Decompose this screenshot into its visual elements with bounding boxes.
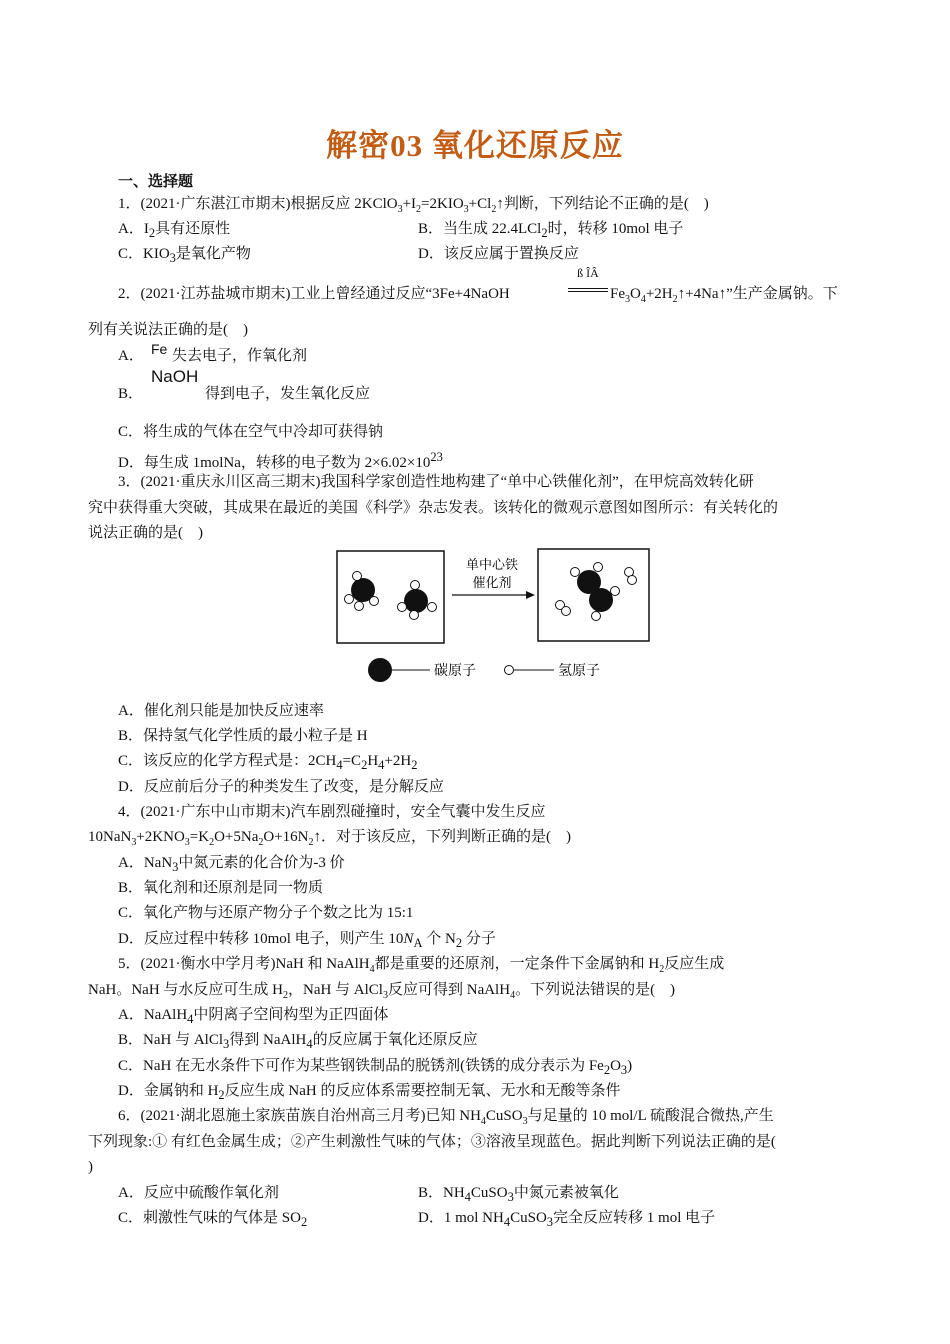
q6-option-b: B．$NH_4CuSO_3$中氮元素被氧化 <box>418 1185 619 1204</box>
q5-option-d: D．金属钠和 $H_2$反应生成 NaH 的反应体系需要控制无氧、无水和无酸等条件 <box>118 1083 621 1102</box>
q6-stem-line1: 6．(2021·湖北恩施土家族苗族自治州高三月考)已知 $NH_4CuSO_3$与足量的 10 mol/L 硫酸混合微热,产生 <box>118 1108 774 1127</box>
q2-stem-part1: 2．(2021·江苏盐城市期末)工业上曾经通过反应“3Fe+4NaOH <box>118 286 510 302</box>
q2-option-a-prefix: A． <box>118 348 144 364</box>
q6-stem-line3: ) <box>88 1159 93 1175</box>
q1-option-c: C．$KIO_3$是氧化产物 <box>118 246 251 265</box>
section-heading: 一、选择题 <box>118 174 194 190</box>
q1-option-b: B．当生成 22.4LCl$_2$时，转移 10mol 电子 <box>418 221 684 240</box>
q3-figure-legend-hydrogen-dot <box>505 666 514 675</box>
q2-stem-part3: 列有关说法正确的是( ) <box>88 322 248 338</box>
q3-option-b: B．保持氢气化学性质的最小粒子是 H <box>118 728 368 744</box>
q2-option-d: D．每生成 1molNa，转移的电子数为 $2\times 6.02\times 10^{23}$ <box>118 450 443 471</box>
q2-option-a-text: 失去电子，作氧化剂 <box>172 348 308 364</box>
q2-option-b-naoh: NaOH <box>151 367 199 386</box>
q3-figure-arrow-label-1: 单中心铁 <box>465 558 519 573</box>
q3-figure-legend-carbon-label: 碳原子 <box>434 663 476 679</box>
q4-stem-line2: $10NaN_3+2KNO_3=K_2O+5Na_2O+16N_2↑$．对于该反应，下列判断正确的是( ) <box>88 829 572 848</box>
q5-stem-line1: 5．(2021·衡水中学月考)NaH 和 NaAlH$_4$都是重要的还原剂，一定条件下金属钠和 $H_2$反应生成 <box>118 956 725 975</box>
q4-stem-line1: 4．(2021·广东中山市期末)汽车剧烈碰撞时，安全气囊中发生反应 <box>118 804 546 820</box>
q3-option-d: D．反应前后分子的种类发生了改变，是分解反应 <box>118 779 444 795</box>
q1-stem: 1．(2021·广东湛江市期末)根据反应 $2KClO_3+I_2=2KIO_3+Cl_2↑$判断，下列结论不正确的是( ) <box>118 196 709 215</box>
q5-option-a: A．NaAlH$_4$中阴离子空间构型为正四面体 <box>118 1007 389 1026</box>
q3-stem-line1: 3．(2021·重庆永川区高三期末)我国科学家创造性地构建了“单中心铁催化剂”，在甲烷高效转化研 <box>118 474 754 490</box>
q3-figure-arrowhead <box>526 591 535 599</box>
q2-option-c: C．将生成的气体在空气中冷却可获得钠 <box>118 424 384 440</box>
q4-option-a: A．NaN$_3$中氮元素的化合价为-3 价 <box>118 855 345 874</box>
q2-option-b-text: 得到电子，发生氧化反应 <box>205 386 371 402</box>
q4-option-c: C．氧化产物与还原产物分子个数之比为 15:1 <box>118 905 414 921</box>
q6-stem-line2: 下列现象:① 有红色金属生成；②产生刺激性气味的气体；③溶液呈现蓝色。据此判断下列说法正确的是( <box>88 1134 776 1150</box>
q1-option-d: D．该反应属于置换反应 <box>418 246 579 262</box>
q2-option-b-prefix: B． <box>118 386 144 402</box>
q3-stem-line2: 究中获得重大突破，其成果在最近的美国《科学》杂志发表。该转化的微观示意图如图所示：有关转化的 <box>88 500 779 516</box>
q2-reaction-condition-line <box>568 288 608 289</box>
q2-reaction-condition-line-2 <box>568 291 608 292</box>
q2-option-a <box>118 346 144 366</box>
q3-figure <box>330 545 670 690</box>
q1-option-a: A．$I_2$具有还原性 <box>118 221 231 240</box>
q3-figure-arrow-label-2: 催化剂 <box>472 576 512 591</box>
q6-option-a: A．反应中硫酸作氧化剂 <box>118 1185 279 1201</box>
page-title: 解密03 氧化还原反应 <box>326 128 624 163</box>
q2-reaction-condition: ß ÎÂ <box>577 266 599 280</box>
q5-option-c: C．NaH 在无水条件下可作为某些钢铁制品的脱锈剂(铁锈的成分表示为 $Fe_2O_3$) <box>118 1058 633 1077</box>
q5-stem-line2: NaH。NaH 与水反应可生成 $H_2$，NaH 与 AlCl$_3$反应可得到 NaAlH$_4$。下列说法错误的是( ) <box>88 982 676 1001</box>
q2-option-a-fe: Fe <box>151 341 168 357</box>
q3-figure-legend-carbon-dot <box>368 658 392 682</box>
q6-option-c: C．刺激性气味的气体是 $SO_2$ <box>118 1210 308 1229</box>
q3-option-a: A．催化剂只能是加快反应速率 <box>118 703 324 719</box>
q4-option-b: B．氧化剂和还原剂是同一物质 <box>118 880 324 896</box>
q3-figure-legend-hydrogen-label: 氢原子 <box>558 663 600 679</box>
q2-stem-part2: $Fe_3O_4+2H_2↑+4Na↑$”生产金属钠。下 <box>610 286 838 305</box>
q4-option-d: D．反应过程中转移 10mol 电子，则产生 $10N_A$ 个 $N_2$ 分子 <box>118 931 496 950</box>
q3-option-c: C．该反应的化学方程式是：$2CH_4=C_2H_4+2H_2$ <box>118 753 418 772</box>
q5-option-b: B．NaH 与 AlCl$_3$得到 NaAlH$_4$的反应属于氧化还原反应 <box>118 1032 478 1051</box>
q6-option-d: D．1 mol $NH_4CuSO_3$完全反应转移 1 mol 电子 <box>418 1210 716 1229</box>
q3-stem-line3: 说法正确的是( ) <box>88 525 203 541</box>
